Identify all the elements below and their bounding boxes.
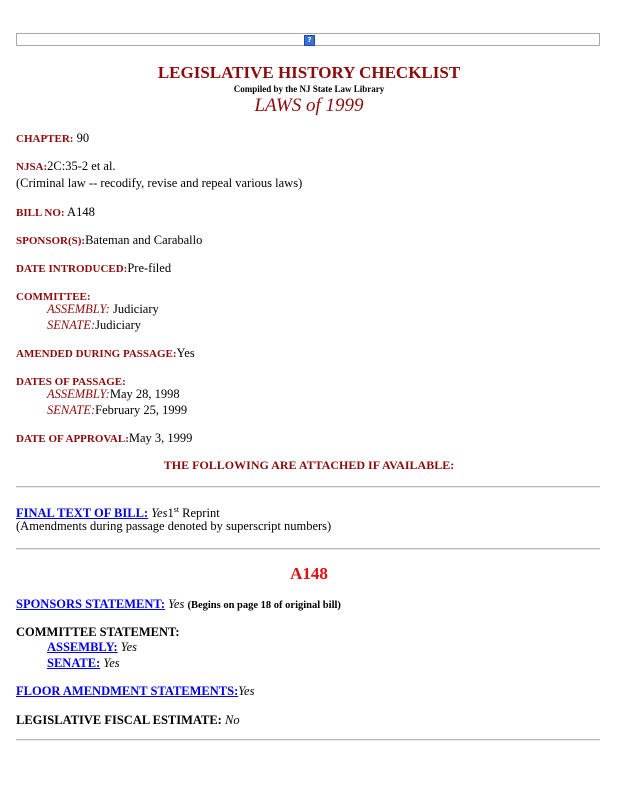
laws-year: LAWS of 1999 <box>254 95 364 116</box>
date-introduced-value: Pre-filed <box>127 261 172 275</box>
passage-senate-label: SENATE: <box>47 403 96 417</box>
sponsors-statement-yes: Yes <box>168 597 185 611</box>
passage-assembly-value: May 28, 1998 <box>109 387 180 401</box>
floor-amendment-value: Yes <box>238 684 255 698</box>
sponsors-statement-note: (Begins on page 18 of original bill) <box>187 600 341 611</box>
sponsors-statement-row <box>16 596 341 614</box>
amended-value: Yes <box>176 346 195 360</box>
committee-statement-assembly-value: Yes <box>120 640 137 654</box>
floor-amendment-link[interactable]: FLOOR AMENDMENT STATEMENTS: <box>16 684 239 698</box>
committee-senate-value: Judiciary <box>95 318 141 332</box>
committee-statement-senate-row <box>47 655 120 671</box>
page-title: LEGISLATIVE HISTORY CHECKLIST <box>157 63 461 82</box>
njsa-row <box>16 158 116 175</box>
fiscal-estimate-value: No <box>224 713 240 727</box>
help-icon[interactable]: ? <box>304 35 315 46</box>
committee-statement-assembly-row <box>47 639 137 655</box>
committee-statement-label: COMMITTEE STATEMENT: <box>16 625 180 639</box>
njsa-label: NJSA: <box>16 161 48 173</box>
committee-statement-senate-value: Yes <box>103 656 120 670</box>
committee-statement-assembly-link[interactable]: ASSEMBLY: <box>47 640 118 654</box>
date-of-approval-row <box>16 430 192 447</box>
sponsors-value: Bateman and Caraballo <box>85 233 203 247</box>
final-text-link[interactable]: FINAL TEXT OF BILL: <box>16 506 149 521</box>
final-text-yes: Yes <box>151 506 168 521</box>
divider <box>16 739 600 741</box>
passage-senate-value: February 25, 1999 <box>95 403 188 417</box>
sponsors-label: SPONSOR(S): <box>16 235 86 247</box>
sponsors-statement-link[interactable]: SPONSORS STATEMENT: <box>16 597 165 611</box>
floor-amendment-row <box>16 683 254 699</box>
chapter-value: 90 <box>76 131 90 145</box>
attached-heading: THE FOLLOWING ARE ATTACHED IF AVAILABLE: <box>163 458 455 472</box>
committee-senate-label: SENATE: <box>47 318 96 332</box>
final-text-reprint: Reprint <box>182 506 220 521</box>
final-text-reprint-num: 1 <box>167 506 174 521</box>
passage-assembly-row <box>47 386 180 402</box>
sponsors-row <box>16 232 202 249</box>
divider <box>16 548 600 550</box>
amended-row <box>16 345 195 362</box>
date-of-approval-value: May 3, 1999 <box>128 431 193 445</box>
njsa-value: 2C:35-2 et al. <box>47 159 116 173</box>
fiscal-estimate-label: LEGISLATIVE FISCAL ESTIMATE: <box>16 713 222 727</box>
committee-assembly-value: Judiciary <box>112 302 159 316</box>
bill-no-value: A148 <box>67 205 95 219</box>
bill-no-label: BILL NO: <box>16 207 65 219</box>
njsa-description: (Criminal law -- recodify, revise and repeal various laws) <box>16 176 303 190</box>
committee-senate-row <box>47 317 141 333</box>
bill-heading: A148 <box>290 564 328 583</box>
compiled-by: Compiled by the NJ State Law Library <box>233 84 385 94</box>
committee-statement-senate-link[interactable]: SENATE: <box>47 656 101 670</box>
chapter-row <box>16 130 89 147</box>
fiscal-estimate-row <box>16 712 240 728</box>
top-frame-bar <box>16 33 600 46</box>
committee-label: COMMITTEE: <box>16 291 91 303</box>
passage-senate-row <box>47 402 187 418</box>
final-text-reprint-sup: st <box>173 505 180 514</box>
chapter-label: CHAPTER: <box>16 133 74 145</box>
amended-label: AMENDED DURING PASSAGE: <box>16 348 177 360</box>
dates-of-passage-label: DATES OF PASSAGE: <box>16 376 126 388</box>
committee-assembly-label: ASSEMBLY: <box>47 302 110 316</box>
passage-assembly-label: ASSEMBLY: <box>47 387 110 401</box>
final-text-note: (Amendments during passage denoted by superscript numbers) <box>16 519 332 533</box>
date-introduced-row <box>16 260 171 277</box>
divider <box>16 486 600 488</box>
committee-assembly-row <box>47 301 159 317</box>
date-of-approval-label: DATE OF APPROVAL: <box>16 433 129 445</box>
bill-no-row <box>16 204 95 221</box>
date-introduced-label: DATE INTRODUCED: <box>16 263 128 275</box>
